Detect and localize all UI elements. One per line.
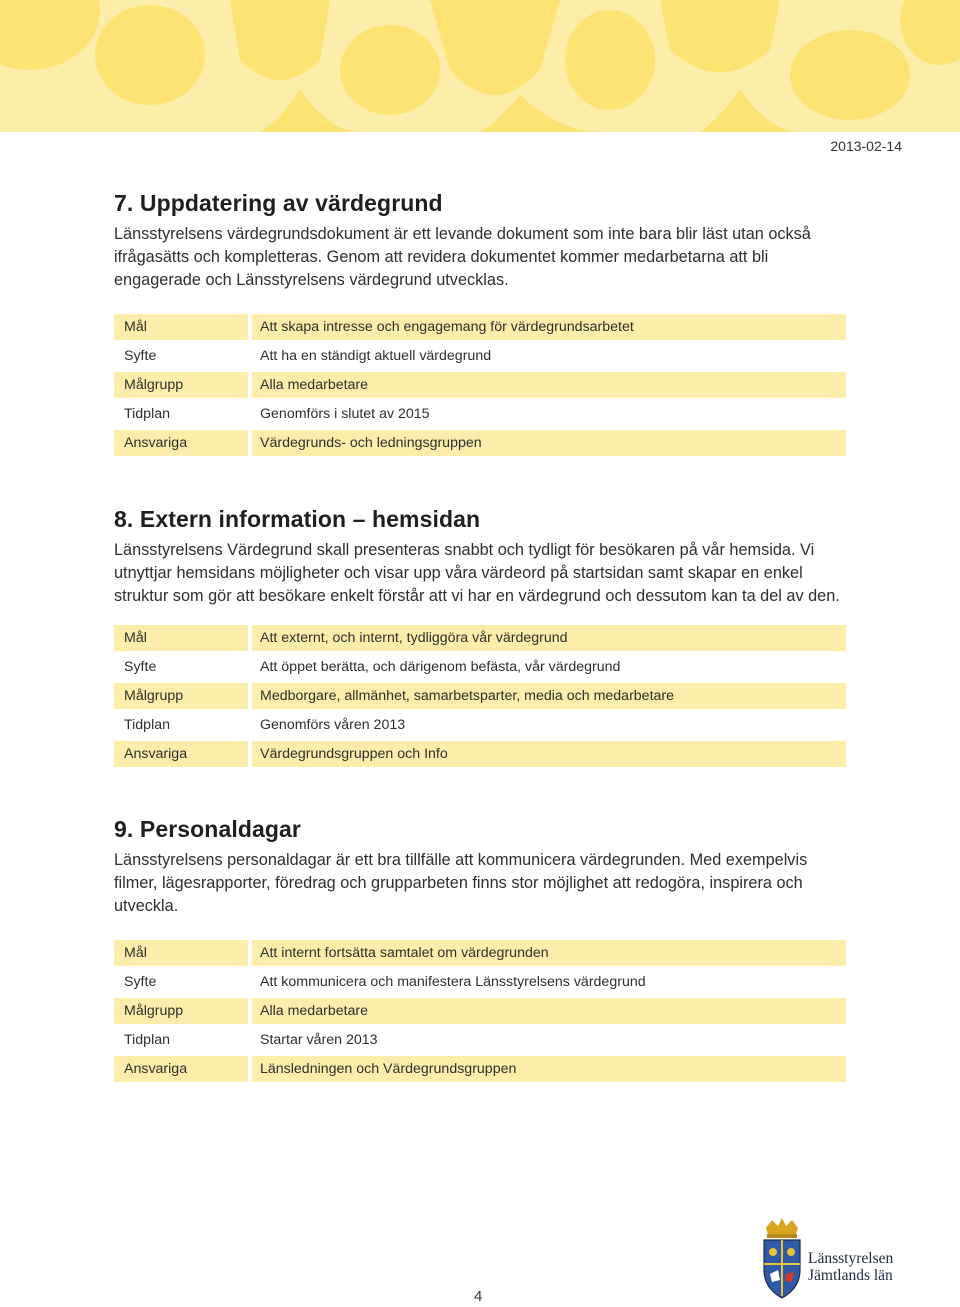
info-table-9 (114, 940, 846, 1085)
info-row-mal (114, 314, 846, 340)
info-row-tidplan (114, 1027, 846, 1053)
section-text: Länsstyrelsens Värdegrund skall presenteras snabbt och tydligt för besökaren på vår hemsida. Vi utnyttjar hemsidans möjligheter och visar upp våra värdeord på startsidan samt skapar en enkel struktur som gör att besökare enkelt förstår att vi har en värdegrund och dessutom kan ta del av den. (114, 541, 840, 605)
row-value: Alla medarbetare (260, 1003, 369, 1019)
info-row-ansvariga (114, 1056, 846, 1082)
info-row-malgrupp (114, 372, 846, 398)
row-value: Att internt fortsätta samtalet om värdegrunden (260, 945, 549, 961)
section-text: Länsstyrelsens personaldagar är ett bra tillfälle att kommunicera värdegrunden. Med exempelvis filmer, lägesrapporter, föredrag och grupparbeten finns stor möjlighet att redogöra, inspirera och utveckla. (114, 851, 808, 915)
row-value: Att ha en ständigt aktuell värdegrund (260, 348, 492, 364)
row-label: Målgrupp (114, 998, 252, 1024)
section-8 (114, 506, 854, 608)
section-heading: 7. Uppdatering av värdegrund (114, 190, 443, 216)
logo-text (808, 1250, 893, 1284)
page-number: 4 (474, 1288, 483, 1305)
row-value: Värdegrundsgruppen och Info (260, 746, 448, 762)
row-label: Målgrupp (114, 683, 252, 709)
row-label: Mål (114, 314, 252, 340)
document-date: 2013-02-14 (830, 138, 902, 154)
row-value: Alla medarbetare (260, 377, 369, 393)
section-9 (114, 816, 854, 918)
logo-line-1: Länsstyrelsen (808, 1250, 894, 1267)
row-label: Tidplan (124, 717, 171, 733)
row-value: Att kommunicera och manifestera Länsstyrelsens värdegrund (260, 974, 646, 990)
row-label: Ansvariga (114, 741, 252, 767)
info-row-ansvariga (114, 430, 846, 456)
logo-line-2: Jämtlands län (808, 1267, 893, 1284)
row-label: Syfte (124, 659, 157, 675)
row-label: Mål (114, 625, 252, 651)
crown-pattern-icon (0, 0, 960, 132)
row-label: Målgrupp (114, 372, 252, 398)
section-7 (114, 190, 854, 292)
row-value: Startar våren 2013 (260, 1032, 378, 1048)
row-label: Mål (114, 940, 252, 966)
row-value: Länsledningen och Värdegrundsgruppen (260, 1061, 517, 1077)
row-value: Att skapa intresse och engagemang för värdegrundsarbetet (260, 319, 634, 335)
info-row-mal (114, 625, 846, 651)
info-row-ansvariga (114, 741, 846, 767)
info-row-syfte (114, 343, 846, 369)
crown-banner (0, 0, 960, 132)
info-row-tidplan (114, 712, 846, 738)
row-label: Ansvariga (114, 430, 252, 456)
row-label: Syfte (124, 974, 157, 990)
row-label: Syfte (124, 348, 157, 364)
row-value: Genomförs våren 2013 (260, 717, 406, 733)
row-label: Tidplan (124, 1032, 171, 1048)
row-value: Att externt, och internt, tydliggöra vår värdegrund (260, 630, 568, 646)
info-row-syfte (114, 654, 846, 680)
info-row-tidplan (114, 401, 846, 427)
row-label: Tidplan (124, 406, 171, 422)
info-row-malgrupp (114, 683, 846, 709)
info-row-mal (114, 940, 846, 966)
section-text: Länsstyrelsens värdegrundsdokument är ett levande dokument som inte bara blir läst utan också ifrågasätts och kompletteras. Genom att revidera dokumentet kommer medarbetarna att bli engagerade och Länsstyrelsens värdegrund utvecklas. (114, 225, 811, 289)
info-table-7 (114, 314, 846, 459)
coat-of-arms-icon (758, 1218, 806, 1302)
row-value: Värdegrunds- och ledningsgruppen (260, 435, 482, 451)
info-row-malgrupp (114, 998, 846, 1024)
section-heading: 8. Extern information – hemsidan (114, 506, 481, 532)
info-row-syfte (114, 969, 846, 995)
section-heading: 9. Personaldagar (114, 816, 301, 842)
row-label: Ansvariga (114, 1056, 252, 1082)
row-value: Medborgare, allmänhet, samarbetsparter, media och medarbetare (260, 688, 675, 704)
row-value: Genomförs i slutet av 2015 (260, 406, 430, 422)
row-value: Att öppet berätta, och därigenom befästa, vår värdegrund (260, 659, 621, 675)
info-table-8 (114, 625, 846, 770)
